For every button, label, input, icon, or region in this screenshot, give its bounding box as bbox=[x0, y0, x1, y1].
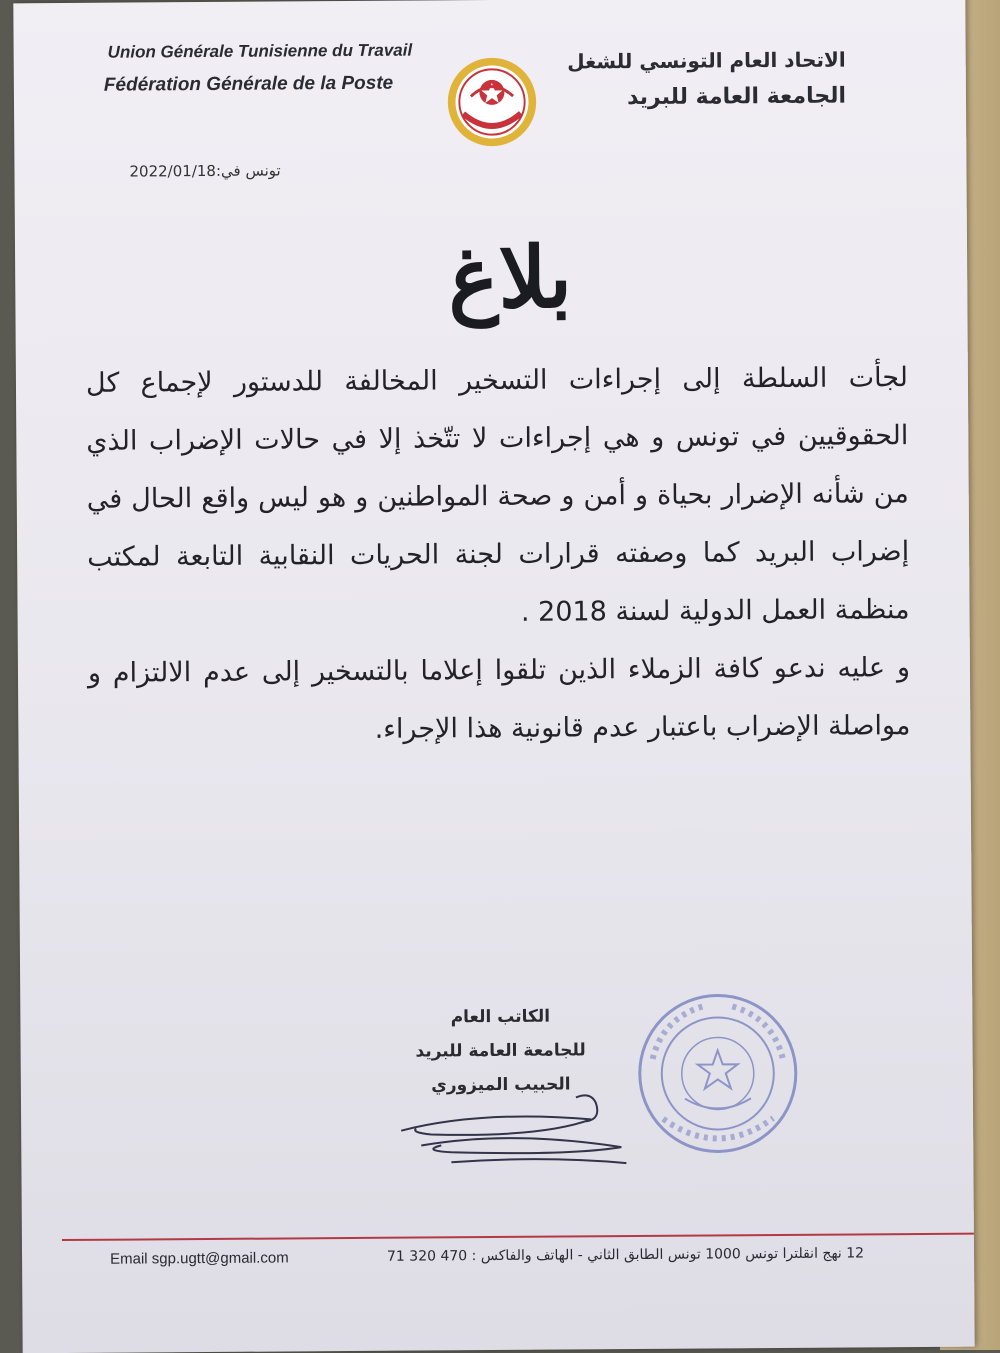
org-fr-line2: Fédération Générale de la Poste bbox=[103, 72, 394, 96]
letter-date: تونس في:2022/01/18 bbox=[129, 161, 281, 181]
signatory-role: الكاتب العام bbox=[450, 1006, 551, 1028]
body-paragraph-1: لجأت السلطة إلى إجراءات التسخير المخالفة للدستور لإجماع كل الحقوقيين في تونس و هي إجراءات لا تتّخذ إلا في حالات الإضراب الذي من شأنه الإضرار بحياة و أمن و صحة المواطنين و هو ليس واقع الحال في إضراب البريد كما وصفته قرارات لجنة الحريات النقابية التابعة لمكتب منظمة العمل الدولية لسنة 2018 . bbox=[85, 362, 910, 628]
signatory-org: للجامعة العامة للبريد bbox=[415, 1040, 586, 1062]
signature-block bbox=[380, 999, 621, 1103]
letter-body bbox=[86, 349, 911, 761]
org-ar-line1: الاتحاد العام التونسي للشغل bbox=[567, 47, 846, 74]
signatory-name: الحبيب الميزوري bbox=[431, 1074, 571, 1096]
footer-rule bbox=[62, 1233, 974, 1241]
ugtt-emblem-icon bbox=[444, 52, 541, 153]
handwritten-signature bbox=[391, 1089, 642, 1181]
letter-title bbox=[345, 227, 676, 328]
union-stamp-icon bbox=[632, 988, 803, 1159]
body-paragraph-2: و عليه ندعو كافة الزملاء الذين تلقوا إعلاما بالتسخير إلى عدم الالتزام و مواصلة الإضراب باعتبار عدم قانونية هذا الإجراء. bbox=[87, 652, 911, 745]
org-fr-line1: Union Générale Tunisienne du Travail bbox=[107, 40, 413, 62]
footer-email: Email sgp.ugtt@gmail.com bbox=[110, 1249, 289, 1268]
org-ar-line2: الجامعة العامة للبريد bbox=[626, 83, 847, 111]
org-name-arabic bbox=[567, 48, 846, 111]
footer-address: 12 نهج انقلترا تونس 1000 تونس الطابق الثاني - الهاتف والفاكس : 470 320 71 bbox=[386, 1245, 865, 1265]
letter-page bbox=[13, 0, 974, 1353]
title-text: بلاغ bbox=[448, 227, 573, 328]
org-name-french bbox=[104, 41, 413, 97]
